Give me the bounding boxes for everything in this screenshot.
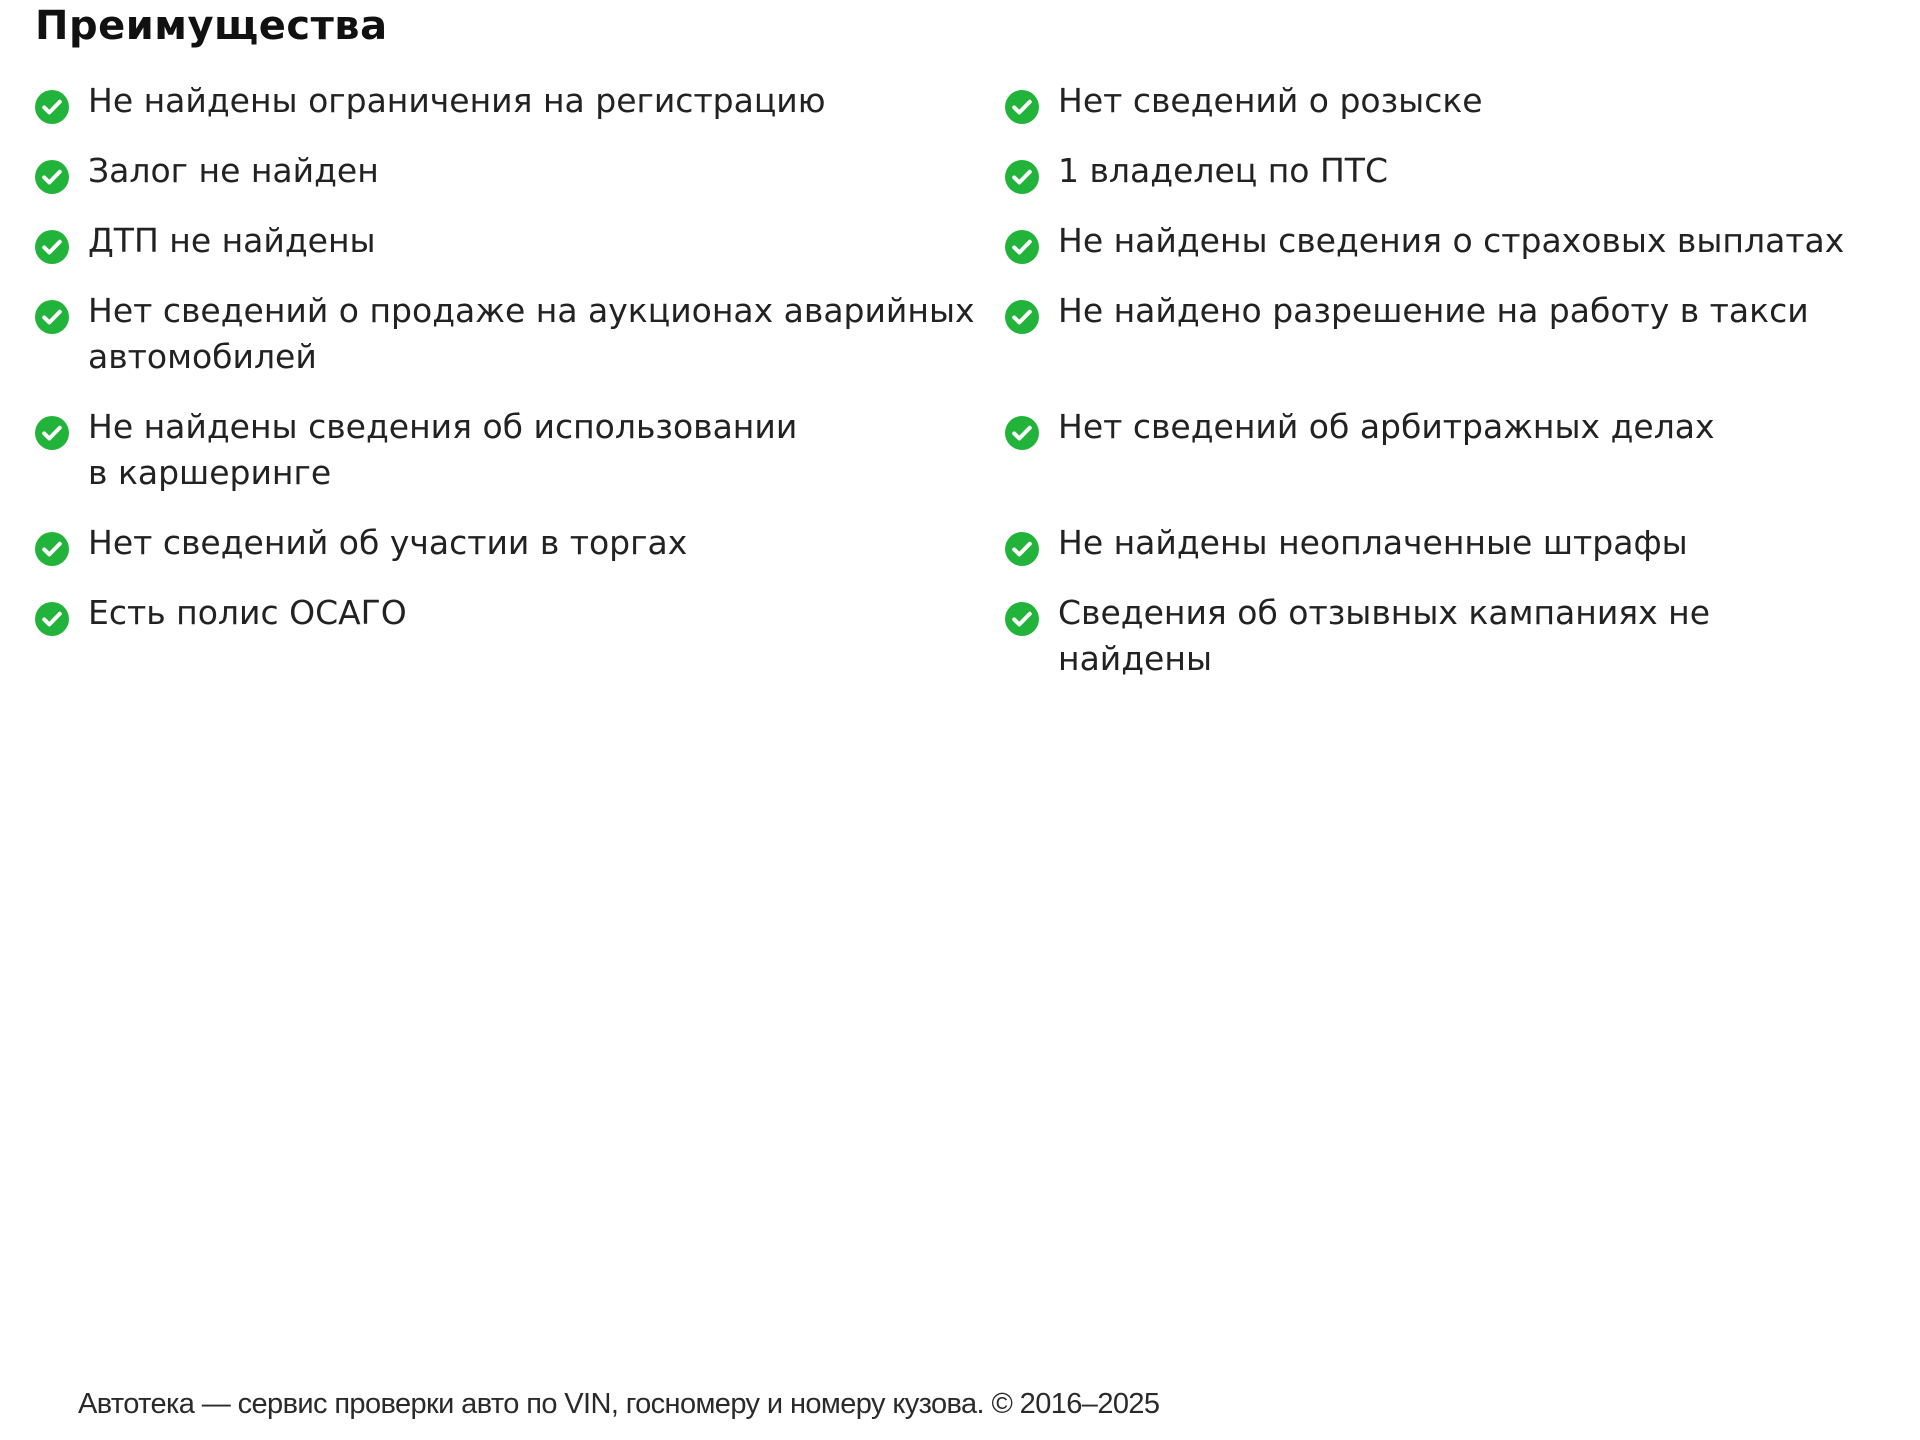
check-circle-icon [35,416,69,450]
advantage-item [35,288,1005,380]
check-circle-icon [1005,90,1039,124]
advantage-label: Не найдено разрешение на работу в такси [1058,291,1809,330]
advantage-label: Не найдены сведения об использовании в каршеринге [88,407,798,492]
advantages-row [35,148,1875,194]
check-circle-icon [35,532,69,566]
advantages-row [35,590,1875,682]
check-circle-icon [35,90,69,124]
advantages-row [35,288,1875,380]
advantage-item [35,78,1005,124]
check-circle-icon [35,160,69,194]
advantage-item [35,520,1005,566]
advantage-label: Не найдены ограничения на регистрацию [88,81,826,120]
advantage-label: Не найдены сведения о страховых выплатах [1058,221,1845,260]
advantages-row [35,218,1875,264]
advantage-item [35,148,1005,194]
advantages-row [35,78,1875,124]
advantage-item [1005,404,1865,496]
advantages-row [35,520,1875,566]
advantage-item [1005,520,1865,566]
advantage-item [1005,78,1865,124]
check-circle-icon [1005,602,1039,636]
check-circle-icon [1005,300,1039,334]
advantage-item [35,590,1005,682]
advantage-item [1005,590,1865,682]
advantage-label: Есть полис ОСАГО [88,593,407,632]
check-circle-icon [35,230,69,264]
advantage-item [1005,288,1865,380]
check-circle-icon [35,602,69,636]
check-circle-icon [1005,230,1039,264]
check-circle-icon [1005,160,1039,194]
advantage-label: Нет сведений о продаже на аукционах аварийных автомобилей [88,291,975,376]
footer-copyright: Автотека — сервис проверки авто по VIN, госномеру и номеру кузова. © 2016–2025 [78,1388,1160,1420]
advantages-list [35,78,1875,706]
advantage-item [35,404,1005,496]
advantage-label: Нет сведений об арбитражных делах [1058,407,1715,446]
advantage-label: Залог не найден [88,151,379,190]
check-circle-icon [1005,532,1039,566]
section-title: Преимущества [35,3,388,49]
check-circle-icon [1005,416,1039,450]
advantage-item [35,218,1005,264]
advantage-label: ДТП не найдены [88,221,376,260]
advantage-item [1005,148,1865,194]
check-circle-icon [35,300,69,334]
advantage-label: Нет сведений о розыске [1058,81,1483,120]
advantage-label: Сведения об отзывных кампаниях не найдены [1058,593,1711,678]
advantage-label: 1 владелец по ПТС [1058,151,1388,190]
advantages-row [35,404,1875,496]
advantage-label: Нет сведений об участии в торгах [88,523,688,562]
advantage-item [1005,218,1865,264]
advantage-label: Не найдены неоплаченные штрафы [1058,523,1688,562]
